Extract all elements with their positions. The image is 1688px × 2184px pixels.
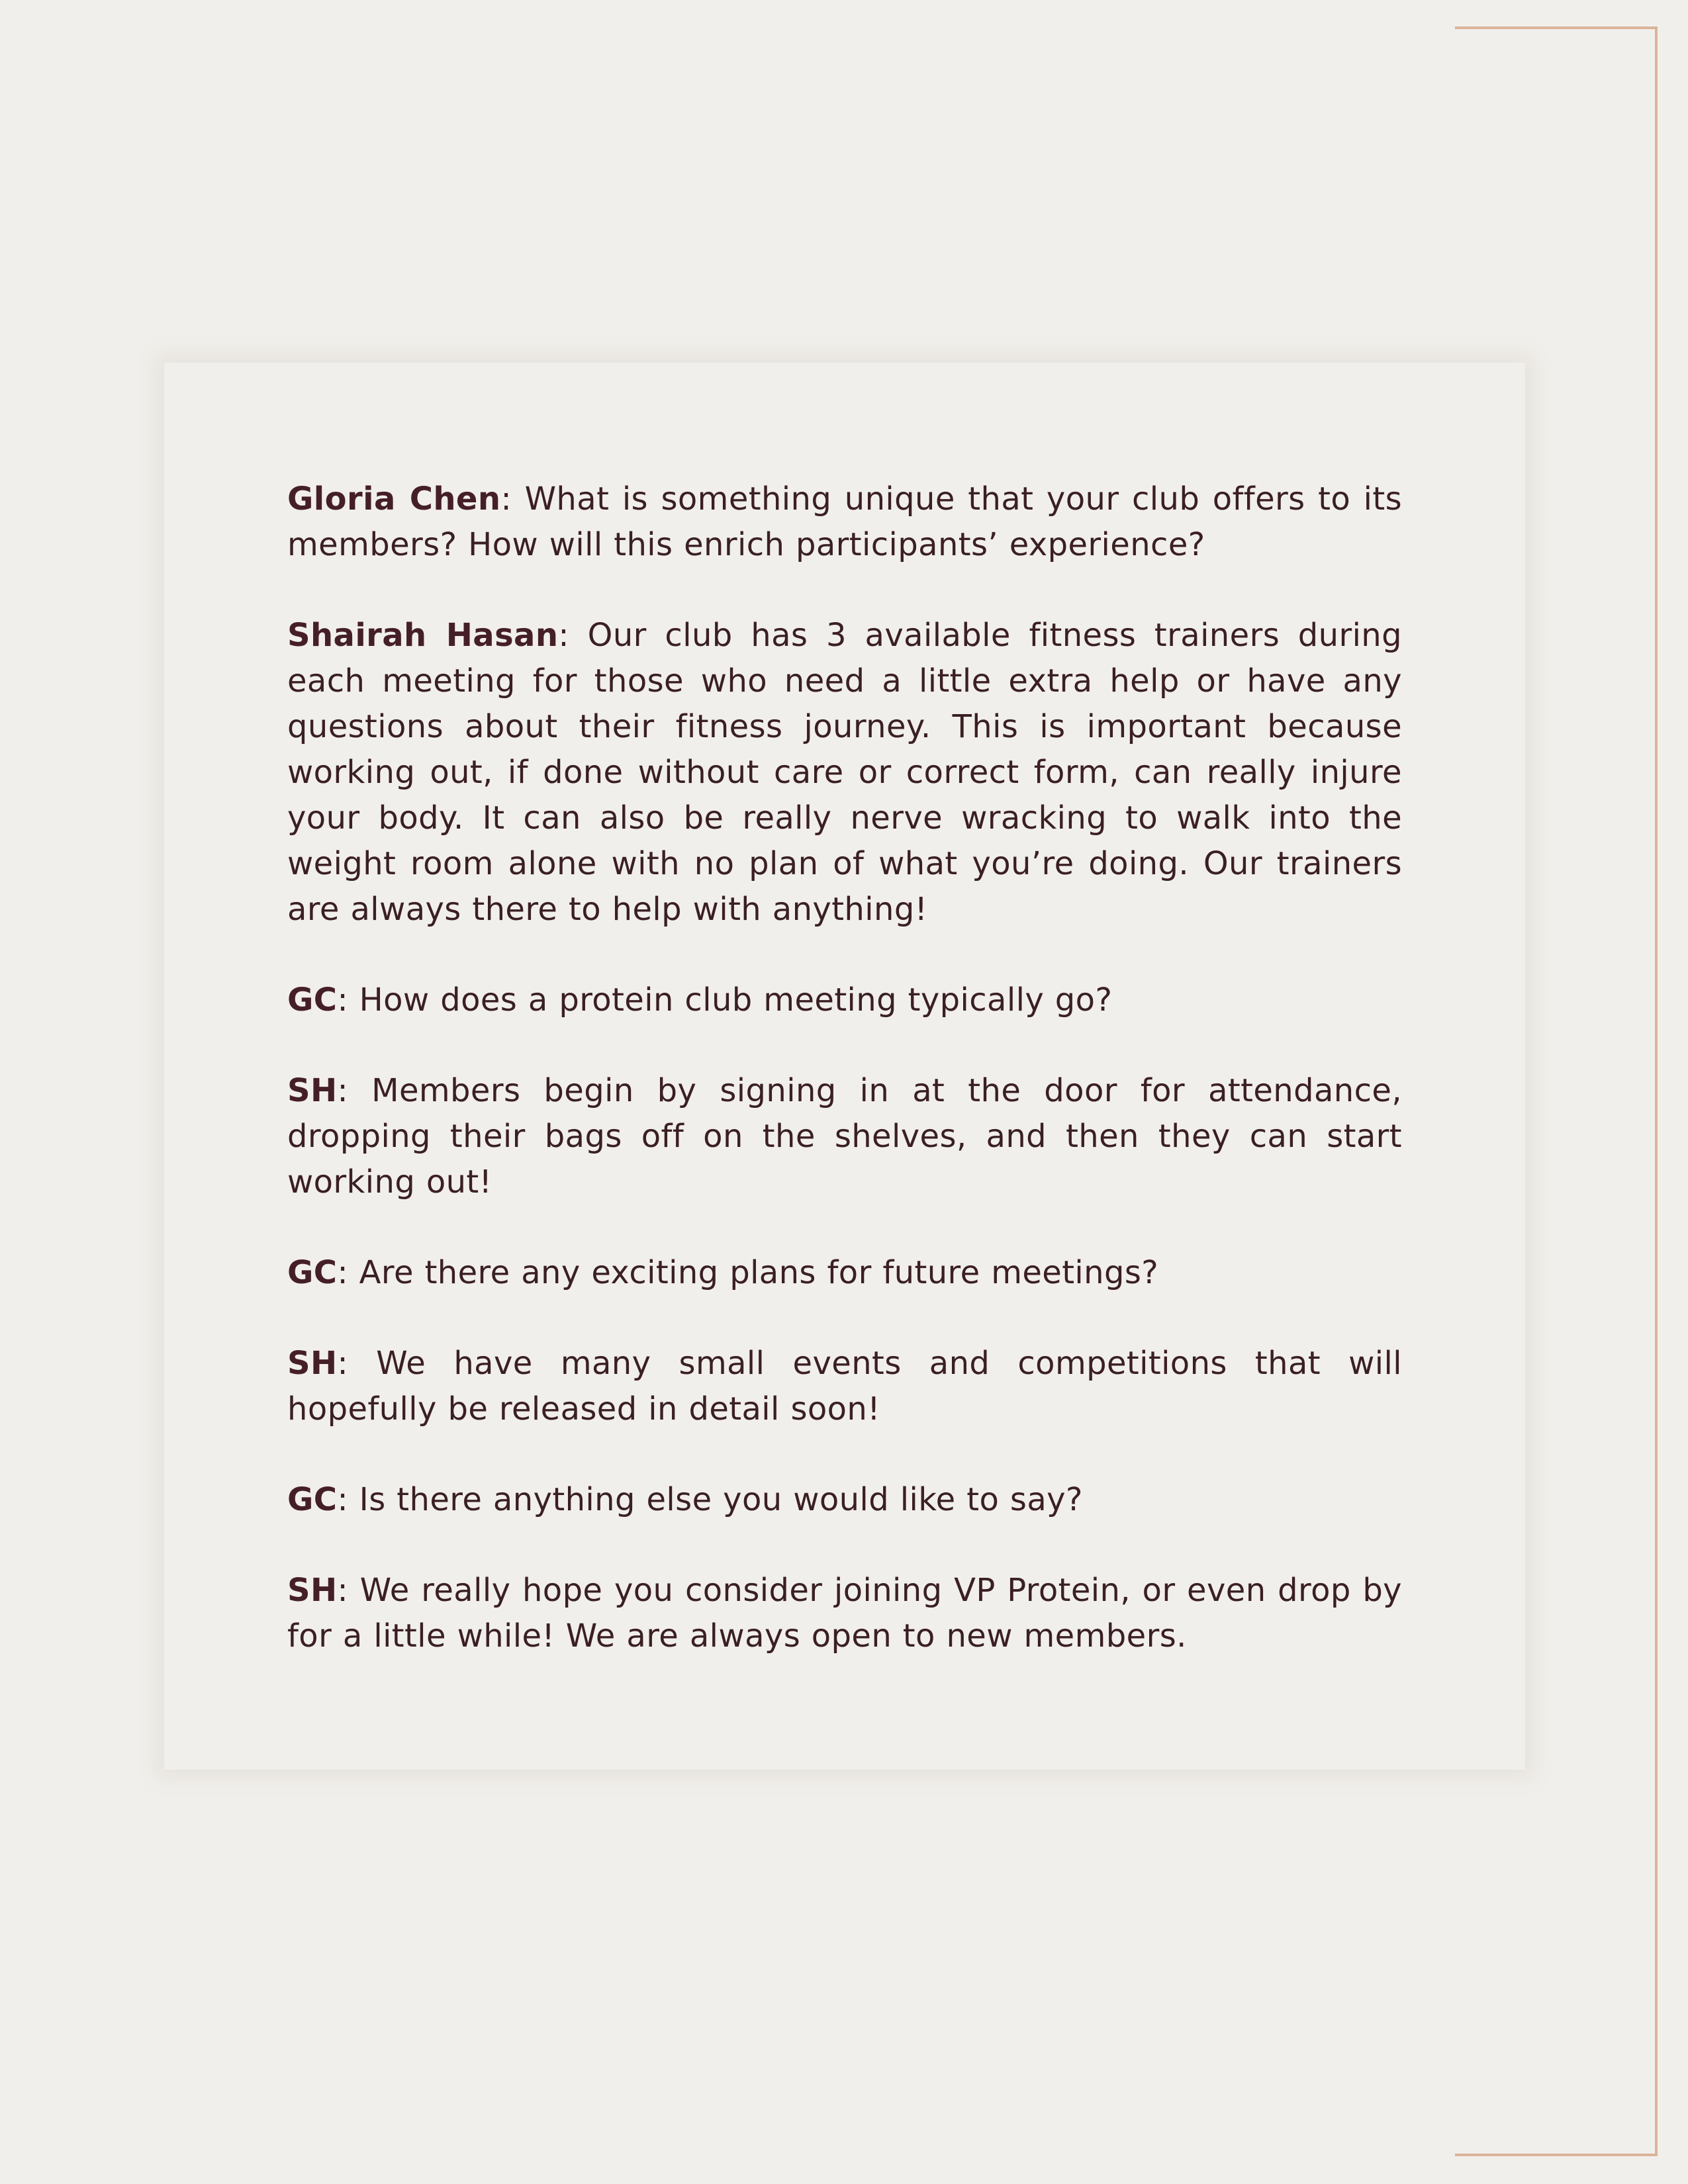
speaker-name: SH [287,1072,338,1109]
speaker-name: SH [287,1572,338,1609]
dialogue-text: : What is something unique that your club offers to its members? How will this enrich participants’ experience? [287,480,1402,563]
dialogue-paragraph [287,613,1402,933]
dialogue-paragraph [287,978,1402,1023]
dialogue-text: : How does a protein club meeting typically go? [337,981,1113,1019]
dialogue-text: : Is there anything else you would like to say? [337,1481,1083,1518]
dialogue-paragraph [287,1250,1402,1296]
speaker-name: Shairah Hasan [287,617,559,654]
dialogue-paragraph [287,1068,1402,1205]
dialogue-text: : We have many small events and competitions that will hopefully be released in detail soon! [287,1345,1402,1428]
dialogue-paragraph [287,1568,1402,1659]
speaker-name: GC [287,1254,338,1291]
speaker-name: GC [287,1481,338,1518]
speaker-name: GC [287,981,338,1019]
interview-card [164,363,1525,1770]
dialogue-paragraph [287,1477,1402,1523]
dialogue-text: : Our club has 3 available fitness trainers during each meeting for those who need a little extra help or have any questions about their fitness journey. This is important because working out, if done without care or correct form, can really injure your body. It can also be really nerve wracking to walk into the weight room alone with no plan of what you’re doing. Our trainers are always there to help with anything! [287,617,1402,928]
speaker-name: SH [287,1345,338,1382]
dialogue-text: : Are there any exciting plans for future meetings? [337,1254,1159,1291]
dialogue-text: : Members begin by signing in at the door for attendance, dropping their bags off on the shelves, and then they can start working out! [287,1072,1402,1201]
dialogue-paragraph [287,1341,1402,1432]
speaker-name: Gloria Chen [287,480,501,518]
dialogue-paragraph [287,477,1402,568]
dialogue-text: : We really hope you consider joining VP Protein, or even drop by for a little while! We are always open to new members. [287,1572,1402,1655]
